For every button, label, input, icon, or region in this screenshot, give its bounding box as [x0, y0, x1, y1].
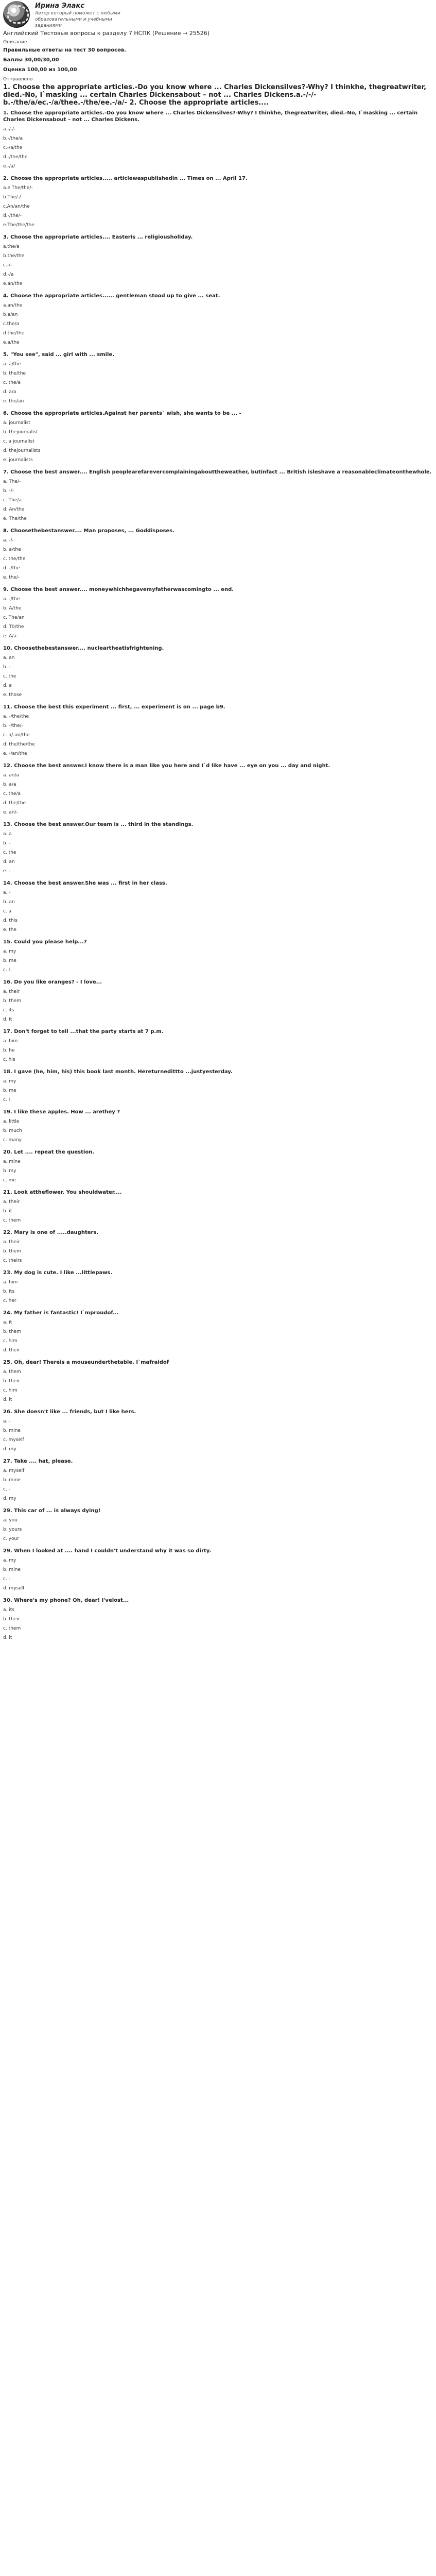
question-text: 17. Don't forget to tell ...that the party starts at 7 p.m.: [3, 1029, 164, 1035]
question-text: 30. Where's my phone? Oh, dear! I'velost...: [3, 1598, 129, 1603]
author-description: Автор который поможет с любыми образовательными и учебными заданиями: [35, 11, 120, 28]
question-block: [3, 1409, 433, 1454]
answer-option: c. -: [3, 1577, 10, 1582]
correct-answers-line: Правильные ответы на тест 30 вопросов.: [3, 47, 126, 53]
question-block: [3, 1458, 433, 1503]
question-text: 27. Take .... hat, please.: [3, 1459, 73, 1464]
answer-option: a.the/a: [3, 244, 20, 249]
question-text: 8. Choosethebestanswer.... Man proposes, ... Goddisposes.: [3, 528, 175, 534]
answer-option: c. him: [3, 1388, 18, 1393]
answer-option: c. them: [3, 1626, 21, 1631]
answer-option: a. them: [3, 1369, 21, 1375]
question-block: [3, 1229, 433, 1265]
answer-option: e.-/a/: [3, 164, 15, 169]
question-block: [3, 1069, 433, 1105]
answer-option: d. thejournalists: [3, 448, 41, 453]
question-block: [3, 1269, 433, 1306]
answer-option: c. The/an: [3, 615, 25, 620]
author-block: [3, 0, 433, 29]
answer-option: c. a/-an/the: [3, 733, 30, 738]
questions-list: [3, 110, 433, 1642]
answer-option: a. their: [3, 989, 20, 994]
question-block: [3, 110, 433, 171]
answer-option: c. me: [3, 1178, 16, 1183]
answer-option: a.-/-/-: [3, 127, 16, 132]
answer-option: d. myself: [3, 1586, 25, 1591]
answer-option: d. it: [3, 1017, 12, 1022]
answer-option: b. mine: [3, 1428, 21, 1433]
question-text: 23. My dog is cute. I like ...littlepaws.: [3, 1270, 113, 1276]
answer-option: e. those: [3, 692, 22, 698]
answer-option: c. her: [3, 1298, 16, 1303]
answer-option: e. -: [3, 869, 11, 874]
answer-option: d.-/a: [3, 272, 14, 277]
answer-option: c. I: [3, 1097, 10, 1103]
answer-option: d. it: [3, 1397, 12, 1402]
answer-option: c. your: [3, 1536, 19, 1541]
question-text: 2. Choose the appropriate articles..... articlewaspublishedin ... Times on ... April 17.: [3, 176, 248, 181]
answer-option: a. an: [3, 655, 15, 660]
question-block: [3, 1548, 433, 1593]
intro-question: 1. Choose the appropriate articles.-Do you know where ... Charles Dickensilves?-Why? I thinkhe, thegreatwriter, died.-No, I`masking ... certain Charles Dickensabout – not ... Charles Dickens.a.-/-/-b.-/the/a/ec.-/a/thee.-/the/ee.-/a/- 2. Choose the appropriate articles....: [3, 83, 427, 107]
answer-option: a. myself: [3, 1468, 25, 1473]
answer-option: d. an: [3, 859, 15, 865]
answer-option: c.-/-: [3, 263, 12, 268]
answer-option: e. the: [3, 927, 17, 933]
answer-option: b. an: [3, 900, 15, 905]
answer-option: c.the/a: [3, 321, 20, 327]
question-block: [3, 939, 433, 975]
answer-option: b.a/an: [3, 312, 18, 317]
question-block: [3, 645, 433, 700]
question-text: 14. Choose the best answer.She was ... first in her class.: [3, 880, 167, 886]
question-text: 6. Choose the appropriate articles.Against her parents` wish, she wants to be ... -: [3, 411, 241, 416]
grade-line: Оценка 100,00 из 100,00: [3, 67, 77, 73]
question-block: [3, 1028, 433, 1064]
question-text: 24. My father is fantastic! I`mproudof...: [3, 1310, 119, 1316]
question-block: [3, 979, 433, 1024]
answer-option: c. them: [3, 1218, 21, 1223]
answer-option: e. the/an: [3, 399, 24, 404]
answer-option: b. me: [3, 1088, 16, 1093]
answer-option: c. its: [3, 1008, 14, 1013]
answer-option: a. him: [3, 1039, 18, 1044]
answer-option: a. a: [3, 832, 12, 837]
author-avatar[interactable]: [3, 1, 30, 28]
answer-option: a.an/the: [3, 303, 23, 308]
answer-option: a. -: [3, 890, 11, 895]
answer-option: a. you: [3, 1518, 18, 1523]
answer-option: d. their: [3, 1348, 20, 1353]
answer-option: c. The/a: [3, 498, 22, 503]
answer-option: c. myself: [3, 1437, 24, 1443]
answer-option: a. him: [3, 1280, 18, 1285]
answer-option: c. many: [3, 1138, 22, 1143]
answer-option: d. my: [3, 1447, 16, 1452]
question-block: [3, 528, 433, 582]
answer-option: b. me: [3, 958, 16, 963]
answer-option: e.a/the: [3, 340, 20, 345]
answer-option: a. my: [3, 1079, 16, 1084]
answer-option: a. -/the/the: [3, 714, 29, 719]
answer-option: b. yours: [3, 1527, 22, 1532]
answer-option: c. I: [3, 968, 10, 973]
answer-option: e. The/the: [3, 516, 27, 521]
question-text: 4. Choose the appropriate articles...... gentleman stood up to give ... seat.: [3, 293, 220, 299]
question-text: 18. I gave (he, him, his) this book last month. Hereturnedittto ...justyesterday.: [3, 1069, 233, 1075]
answer-option: e. A/a: [3, 634, 16, 639]
question-block: [3, 351, 433, 406]
document-title: Английский Тестовые вопросы к разделу 7 НСПК (Решение → 25526): [3, 30, 210, 37]
question-block: [3, 1189, 433, 1225]
answer-option: c. a journalist: [3, 439, 34, 444]
answer-option: a. The/-: [3, 479, 21, 484]
answer-option: c. a: [3, 909, 12, 914]
answer-option: e. the/-: [3, 575, 20, 580]
answer-option: d.-/the/-: [3, 213, 22, 218]
answer-option: a. an/a: [3, 773, 20, 778]
question-block: [3, 469, 433, 523]
answer-option: b. mine: [3, 1478, 21, 1483]
answer-option: e. journalists: [3, 457, 33, 463]
question-block: [3, 1507, 433, 1544]
answer-option: a. -/the: [3, 597, 20, 602]
answer-option: b. thejournalist: [3, 430, 38, 435]
answer-option: c. the/a: [3, 380, 21, 385]
question-text: 13. Choose the best answer.Our team is ... third in the standings.: [3, 822, 194, 827]
answer-option: d. -/the: [3, 566, 20, 571]
question-text: 10. Choosethebestanswer.... nucleartheatisfrightening.: [3, 646, 164, 651]
answer-option: d. T0/the: [3, 624, 24, 630]
question-text: 26. She doesn't like ... friends, but I like hers.: [3, 1409, 136, 1415]
answer-option: d. the/the: [3, 801, 26, 806]
question-text: 11. Choose the best this experiment ... first, ... experiment is on ... page b9.: [3, 704, 225, 710]
answer-option: d.the/the: [3, 331, 25, 336]
answer-option: b. them: [3, 1249, 21, 1254]
answer-option: b. mine: [3, 1567, 21, 1572]
answer-option: b.The/-/: [3, 195, 21, 200]
question-text: 16. Do you like oranges? - I love...: [3, 979, 102, 985]
answer-option: b. -/the/-: [3, 723, 23, 728]
answer-option: a. -: [3, 1419, 11, 1424]
description-label: Описание: [3, 40, 27, 45]
question-block: [3, 762, 433, 817]
answer-option: a. their: [3, 1199, 20, 1205]
answer-option: b. it: [3, 1209, 12, 1214]
question-text: 20. Let .... repeat the question.: [3, 1149, 95, 1155]
author-name[interactable]: Ирина Элакс: [35, 2, 84, 10]
question-text: 12. Choose the best answer.I know there is a man like you here and I`d like have ... eye on you ... day and night.: [3, 763, 330, 769]
question-block: [3, 821, 433, 876]
answer-option: d. it: [3, 1635, 12, 1640]
answer-option: a. -/-: [3, 538, 14, 543]
question-text: 21. Look attheflower. You shouldwater....: [3, 1190, 122, 1195]
answer-option: b. he: [3, 1048, 15, 1053]
answer-option: a. my: [3, 949, 16, 954]
answer-option: c. -: [3, 1487, 10, 1492]
answer-option: a. little: [3, 1119, 20, 1124]
question-text: 15. Could you please help...?: [3, 939, 87, 945]
question-block: [3, 410, 433, 465]
question-text: 1. Choose the appropriate articles.-Do you know where ... Charles Dickensilves?-Why? I thinkhe, thegreatwriter, died.-No, I`masking ... certain Charles Dickensabout – not ... Charles Dickens.: [3, 110, 418, 123]
answer-option: c. the: [3, 850, 16, 855]
answer-option: a. mine: [3, 1159, 21, 1164]
answer-option: b. its: [3, 1289, 15, 1294]
options-label: Отправлено: [3, 77, 33, 82]
question-block: [3, 234, 433, 289]
author-text: [35, 1, 138, 29]
answer-option: c.-/a/the: [3, 145, 23, 150]
answer-option: e. -/an/the: [3, 751, 27, 756]
answer-option: b. their: [3, 1379, 20, 1384]
question-text: 19. I like these apples. How ... arethey ?: [3, 1109, 120, 1115]
question-block: [3, 1109, 433, 1145]
answer-option: c. the: [3, 674, 16, 679]
answer-option: b. much: [3, 1128, 22, 1133]
answer-option: b.the/the: [3, 253, 25, 259]
question-block: [3, 293, 433, 347]
answer-option: c. the/a: [3, 791, 21, 796]
question-text: 7. Choose the best answer.... English peoplearefarevercomplainingabouttheweather, butinfact ... British isleshave a reasonableclimateonthewhole.: [3, 469, 432, 475]
answer-option: d. a: [3, 683, 12, 688]
question-text: 9. Choose the best answer.... moneywhichhegavemyfatherwascomingto ... end.: [3, 587, 234, 592]
answer-option: b. my: [3, 1168, 16, 1174]
question-text: 25. Oh, dear! Thereis a mouseunderthetable. I`mafraidof: [3, 1360, 169, 1365]
answer-option: b. their: [3, 1617, 20, 1622]
question-block: [3, 1359, 433, 1404]
question-text: 29. This car of ... is always dying!: [3, 1508, 101, 1514]
answer-option: b. -/-: [3, 488, 14, 494]
question-block: [3, 1149, 433, 1185]
answer-option: b. them: [3, 998, 21, 1004]
answer-option: b. A/the: [3, 606, 22, 611]
answer-option: d. this: [3, 918, 18, 923]
answer-option: b. a/the: [3, 547, 21, 552]
question-text: 29. When I looked at .... hand I couldn't understand why it was so dirty.: [3, 1548, 212, 1554]
answer-option: b.-/the/a: [3, 136, 23, 141]
answer-option: c. the/the: [3, 556, 26, 562]
question-block: [3, 1310, 433, 1355]
answer-option: b. the/the: [3, 371, 26, 376]
answer-option: d. An/the: [3, 507, 25, 512]
question-block: [3, 880, 433, 935]
answer-option: b. a/a: [3, 782, 16, 787]
question-block: [3, 1597, 433, 1642]
answer-option: b. -: [3, 665, 11, 670]
answer-option: a. it: [3, 1320, 12, 1325]
answer-option: b. them: [3, 1329, 21, 1334]
question-text: 3. Choose the appropriate articles.... Easteris ... religiousholiday.: [3, 234, 193, 240]
answer-option: a. its: [3, 1607, 14, 1613]
question-block: [3, 704, 433, 758]
answer-option: a. my: [3, 1558, 16, 1563]
question-block: [3, 586, 433, 641]
answer-option: e. an/-: [3, 810, 18, 815]
answer-option: d.-/the/the: [3, 155, 28, 160]
answer-option: a. journalist: [3, 420, 30, 426]
answer-option: d. the/the/the: [3, 742, 35, 747]
answer-option: c. theirs: [3, 1258, 22, 1263]
question-text: 5. "You see", said ... girl with ... smile.: [3, 352, 115, 358]
answer-option: b. -: [3, 841, 11, 846]
answer-option: e.an/the: [3, 281, 23, 286]
answer-option: c. his: [3, 1057, 15, 1062]
question-block: [3, 175, 433, 230]
question-text: 22. Mary is one of .....daughters.: [3, 1230, 99, 1235]
answer-option: d. my: [3, 1496, 16, 1501]
answer-option: a. their: [3, 1240, 20, 1245]
answer-option: a.e The/the/-: [3, 185, 33, 191]
score-line: Баллы 30,00/30,00: [3, 57, 59, 63]
answer-option: e.The/the/the: [3, 223, 34, 228]
answer-option: a. a/the: [3, 362, 21, 367]
answer-option: d. a/a: [3, 389, 16, 395]
answer-option: c.An/an/the: [3, 204, 30, 209]
answer-option: c. him: [3, 1338, 18, 1344]
